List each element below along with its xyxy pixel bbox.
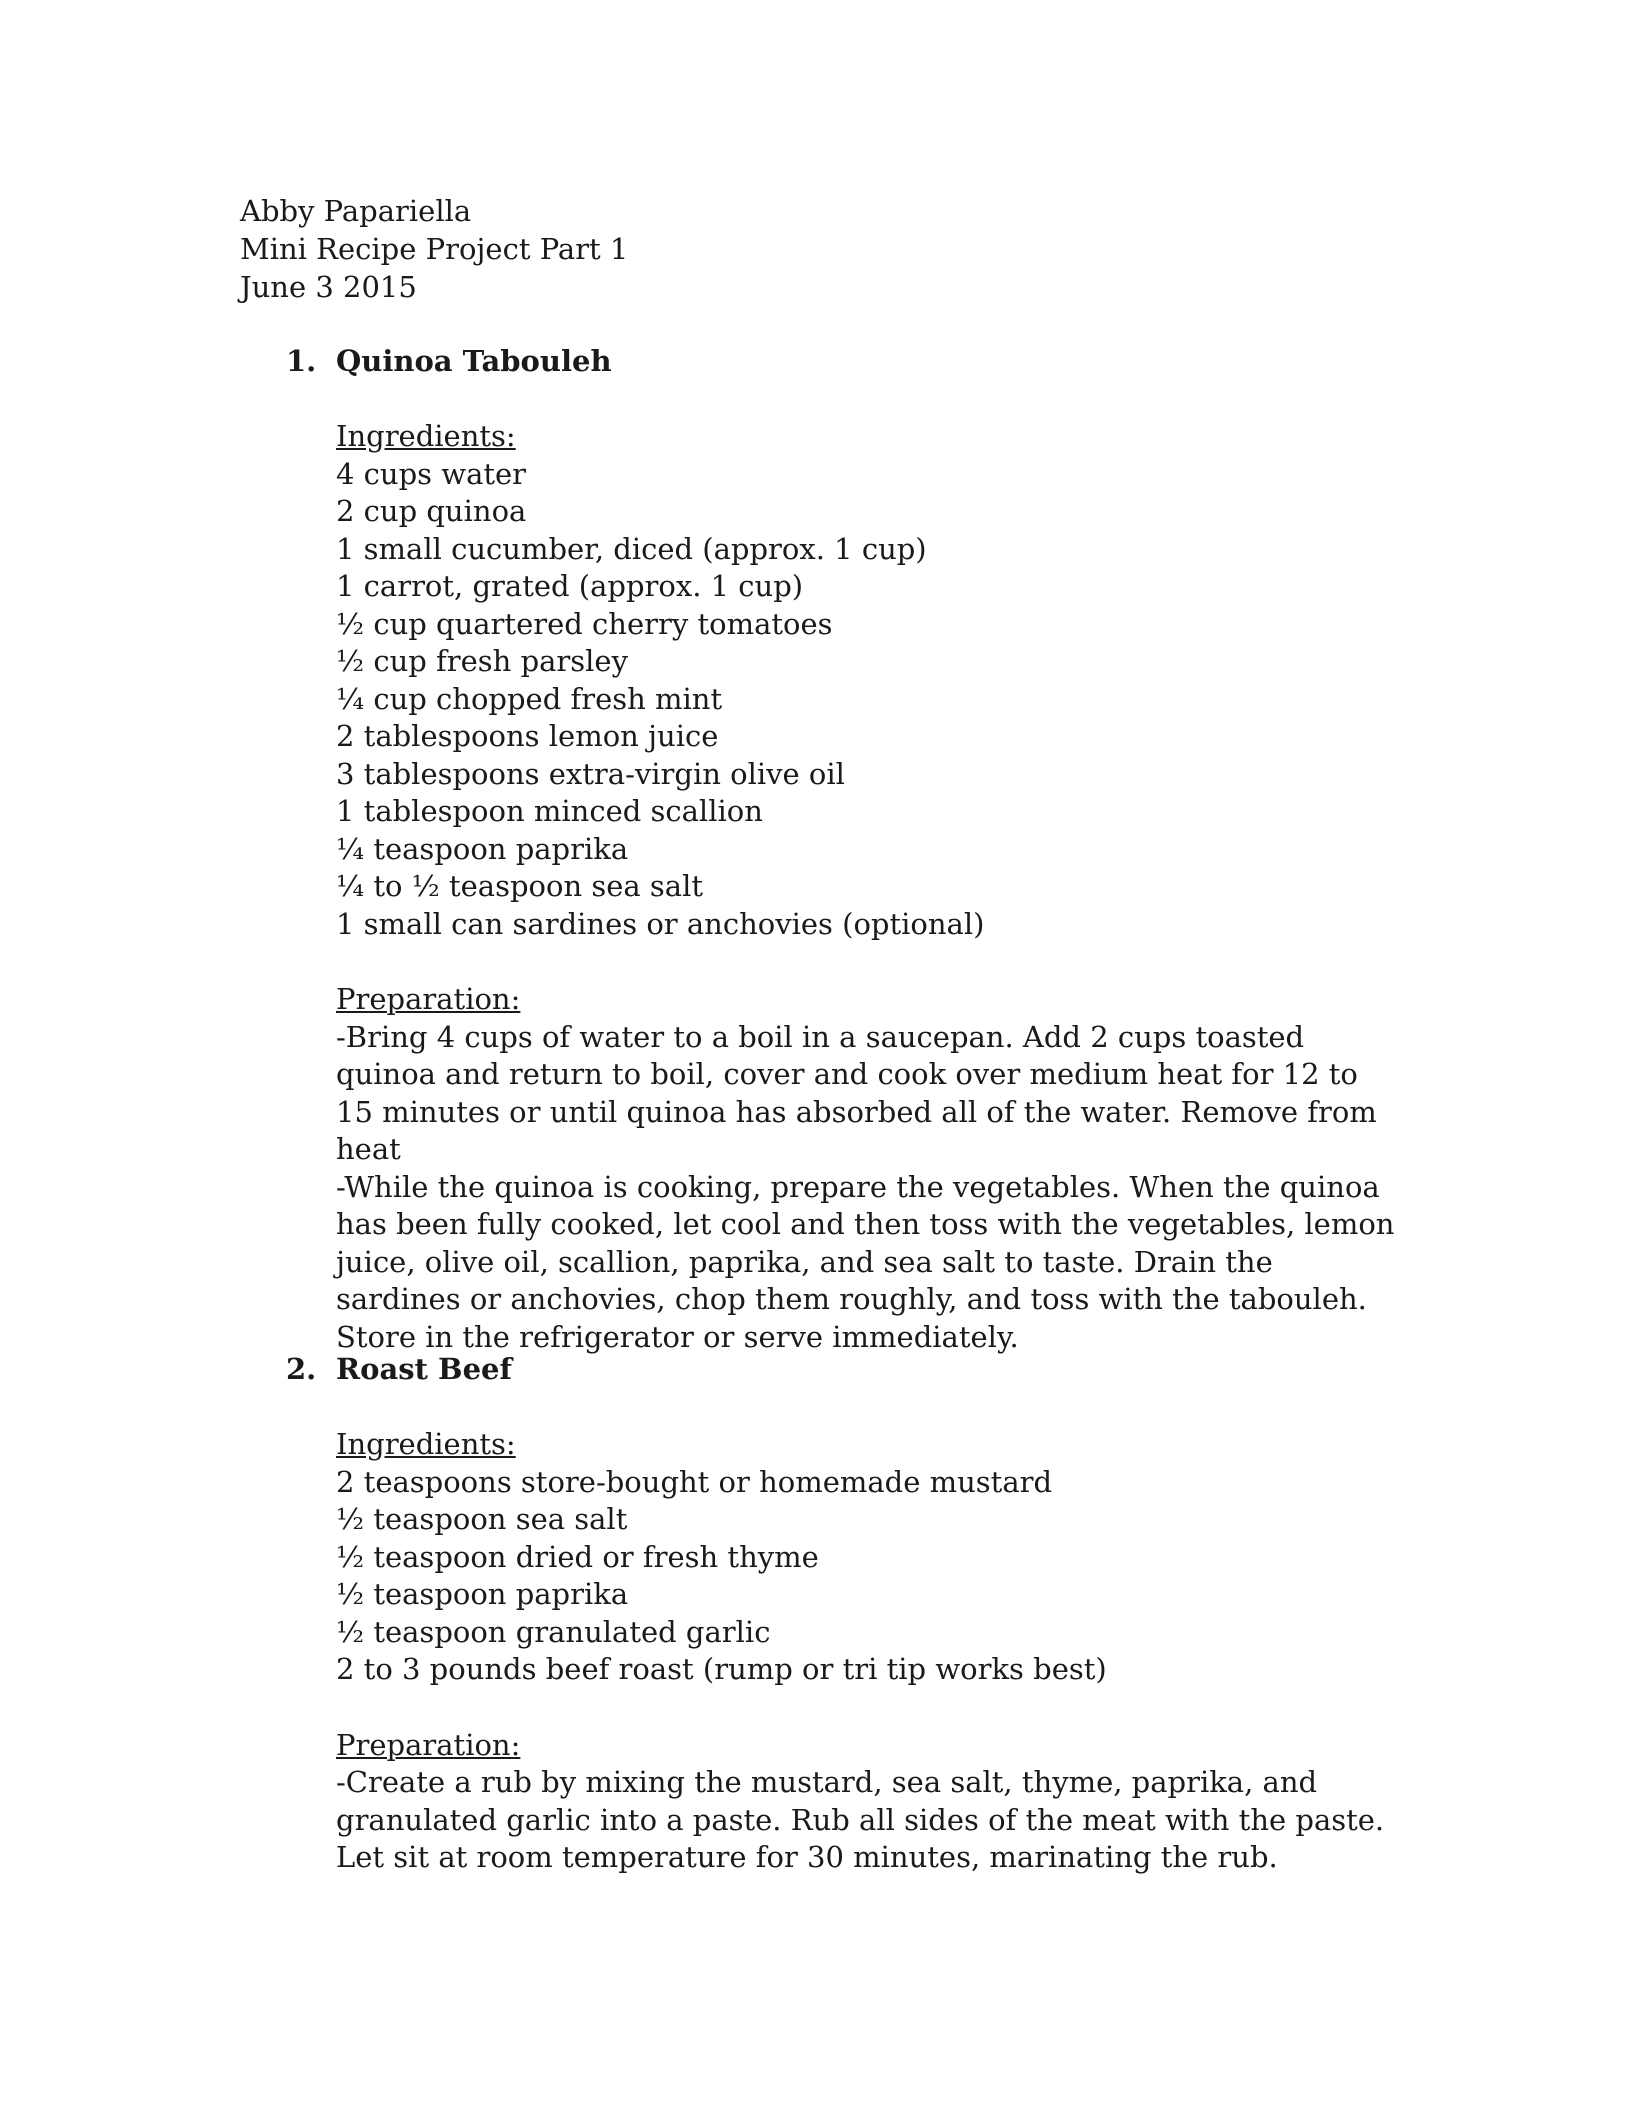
preparation-section xyxy=(336,981,1426,1356)
ingredients-section xyxy=(336,1426,1426,1689)
recipe-quinoa-tabouleh xyxy=(286,342,1426,1356)
preparation-step: -Bring 4 cups of water to a boil in a saucepan. Add 2 cups toasted quinoa and return to boil, cover and cook over medium heat for 12 to 15 minutes or until quinoa has absorbed all of the water. Remove from heat xyxy=(336,1019,1377,1166)
ingredient-item: ½ teaspoon dried or fresh thyme xyxy=(336,1539,819,1574)
ingredient-item: 2 to 3 pounds beef roast (rump or tri tip works best) xyxy=(336,1652,1107,1686)
ingredient-item: 3 tablespoons extra-virgin olive oil xyxy=(336,756,845,791)
recipe-roast-beef xyxy=(286,1350,1426,1877)
ingredient-item: 1 small can sardines or anchovies (optional) xyxy=(336,906,985,941)
ingredient-item: ¼ cup chopped fresh mint xyxy=(336,681,723,716)
ingredients-section xyxy=(336,418,1426,943)
document-date: June 3 2015 xyxy=(240,270,417,304)
ingredient-item: 1 small cucumber, diced (approx. 1 cup) xyxy=(336,531,927,566)
recipe-number: 2. xyxy=(286,1352,317,1386)
ingredient-item: ¼ to ½ teaspoon sea salt xyxy=(336,869,704,903)
ingredient-item: ½ teaspoon paprika xyxy=(336,1577,629,1611)
preparation-step: -Create a rub by mixing the mustard, sea salt, thyme, paprika, and granulated garlic into a paste. Rub all sides of the meat with the paste. Let sit at room temperature for 30 minutes, marinating the rub. xyxy=(336,1765,1385,1874)
ingredients-label: Ingredients: xyxy=(336,1427,516,1461)
ingredient-item: ½ teaspoon granulated garlic xyxy=(336,1614,771,1649)
ingredient-item: 2 tablespoons lemon juice xyxy=(336,719,719,753)
recipe-number: 1. xyxy=(286,344,317,378)
ingredient-item: 1 tablespoon minced scallion xyxy=(336,794,763,828)
ingredient-item: 2 teaspoons store-bought or homemade mustard xyxy=(336,1464,1053,1499)
ingredient-item: ½ cup fresh parsley xyxy=(336,644,628,678)
ingredient-item: ½ cup quartered cherry tomatoes xyxy=(336,606,833,641)
document-header xyxy=(240,192,628,306)
ingredients-label: Ingredients: xyxy=(336,419,516,453)
preparation-step: -While the quinoa is cooking, prepare the vegetables. When the quinoa has been fully cooked, let cool and then toss with the vegetables, lemon juice, olive oil, scallion, paprika, and sea salt to taste. Drain the sardines or anchovies, chop them roughly, and toss with the tabouleh. Store in the refrigerator or serve immediately. xyxy=(336,1169,1395,1354)
recipe-title xyxy=(286,342,1426,380)
recipe-title xyxy=(286,1350,1426,1388)
ingredient-item: 1 carrot, grated (approx. 1 cup) xyxy=(336,569,804,603)
project-title: Mini Recipe Project Part 1 xyxy=(240,232,629,266)
recipe-title-text: Quinoa Tabouleh xyxy=(336,344,612,378)
recipe-title-text: Roast Beef xyxy=(336,1352,512,1386)
preparation-section xyxy=(336,1727,1426,1877)
ingredient-item: 2 cup quinoa xyxy=(336,494,527,528)
author-name: Abby Papariella xyxy=(240,194,472,228)
preparation-label: Preparation: xyxy=(336,982,521,1016)
ingredient-item: 4 cups water xyxy=(336,456,527,491)
preparation-label: Preparation: xyxy=(336,1727,521,1762)
ingredient-item: ¼ teaspoon paprika xyxy=(336,831,629,866)
ingredient-item: ½ teaspoon sea salt xyxy=(336,1502,628,1536)
